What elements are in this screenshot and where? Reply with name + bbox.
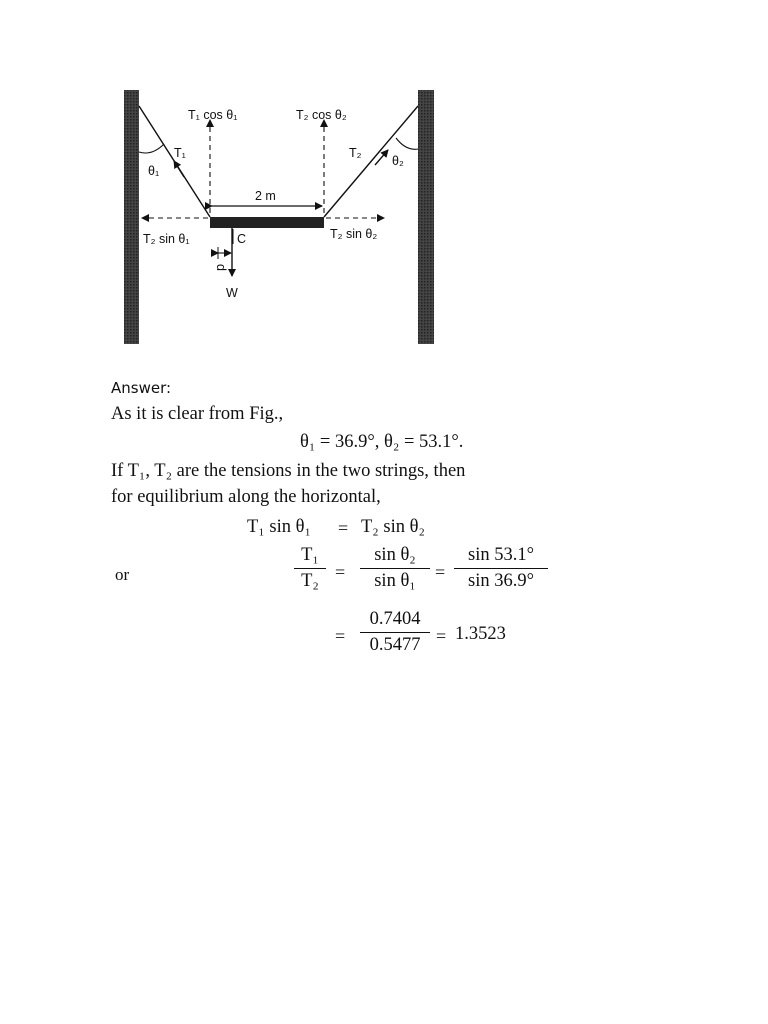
label-d: d: [214, 264, 228, 271]
result-value: 1.3523: [455, 624, 506, 644]
fraction-numeric: [360, 609, 430, 656]
right-wall: [418, 90, 434, 344]
label-length: 2 m: [255, 189, 276, 203]
fraction-numeric-numerator: 0.7404: [360, 609, 430, 633]
eq1-left: T₁ sin θ₁: [247, 517, 311, 537]
right-string: [324, 106, 418, 217]
fraction-sin-denominator: sin θ₁: [374, 571, 416, 591]
label-t2: T₂: [349, 146, 362, 160]
rod: [210, 217, 324, 228]
answer-line-1: As it is clear from Fig.,: [111, 404, 284, 424]
t2-arrow: [375, 150, 388, 165]
label-theta1: θ₁: [148, 164, 160, 178]
fraction-numeric-denominator: 0.5477: [369, 635, 421, 655]
theta1-arc: [139, 144, 164, 153]
theta2-arc: [396, 138, 418, 149]
label-t2-sin-left: T₂ sin θ₁: [143, 232, 190, 246]
fraction-t1-t2-numerator: T₁: [294, 545, 326, 569]
left-wall: [124, 90, 139, 344]
answer-line-4: for equilibrium along the horizontal,: [111, 487, 381, 507]
label-t1-cos: T₁ cos θ₁: [188, 108, 238, 122]
fraction-sin-values-numerator: sin 53.1°: [454, 545, 548, 569]
eq3-equals-1: =: [335, 626, 346, 646]
label-t1: T₁: [174, 146, 186, 160]
label-theta2: θ₂: [392, 154, 404, 168]
eq3-equals-2: =: [436, 626, 447, 646]
eq2-equals-1: =: [335, 562, 346, 582]
label-t2-cos: T₂ cos θ₂: [296, 108, 347, 122]
fraction-t1-t2-denominator: T₂: [301, 571, 319, 591]
eq1-equals: =: [338, 518, 349, 538]
answer-label: Answer:: [111, 379, 172, 397]
fraction-sin-numerator: sin θ₂: [360, 545, 430, 569]
eq2-equals-2: =: [435, 562, 446, 582]
fraction-t1-t2: [294, 545, 326, 592]
label-t2-sin-right: T₂ sin θ₂: [330, 227, 378, 241]
fraction-sin-values-denominator: sin 36.9°: [468, 571, 534, 591]
answer-angles: θ₁ = 36.9°, θ₂ = 53.1°.: [300, 432, 464, 452]
answer-line-3: If T₁, T₂ are the tensions in the two strings, then: [111, 461, 466, 481]
fraction-sin: [360, 545, 430, 592]
tension-diagram: [118, 86, 443, 348]
or-word: or: [115, 565, 130, 584]
fraction-sin-values: [454, 545, 548, 592]
label-w: W: [226, 286, 238, 300]
eq1-right: T₂ sin θ₂: [361, 517, 425, 537]
label-c: C: [237, 232, 247, 246]
t1-arrow: [174, 161, 184, 177]
